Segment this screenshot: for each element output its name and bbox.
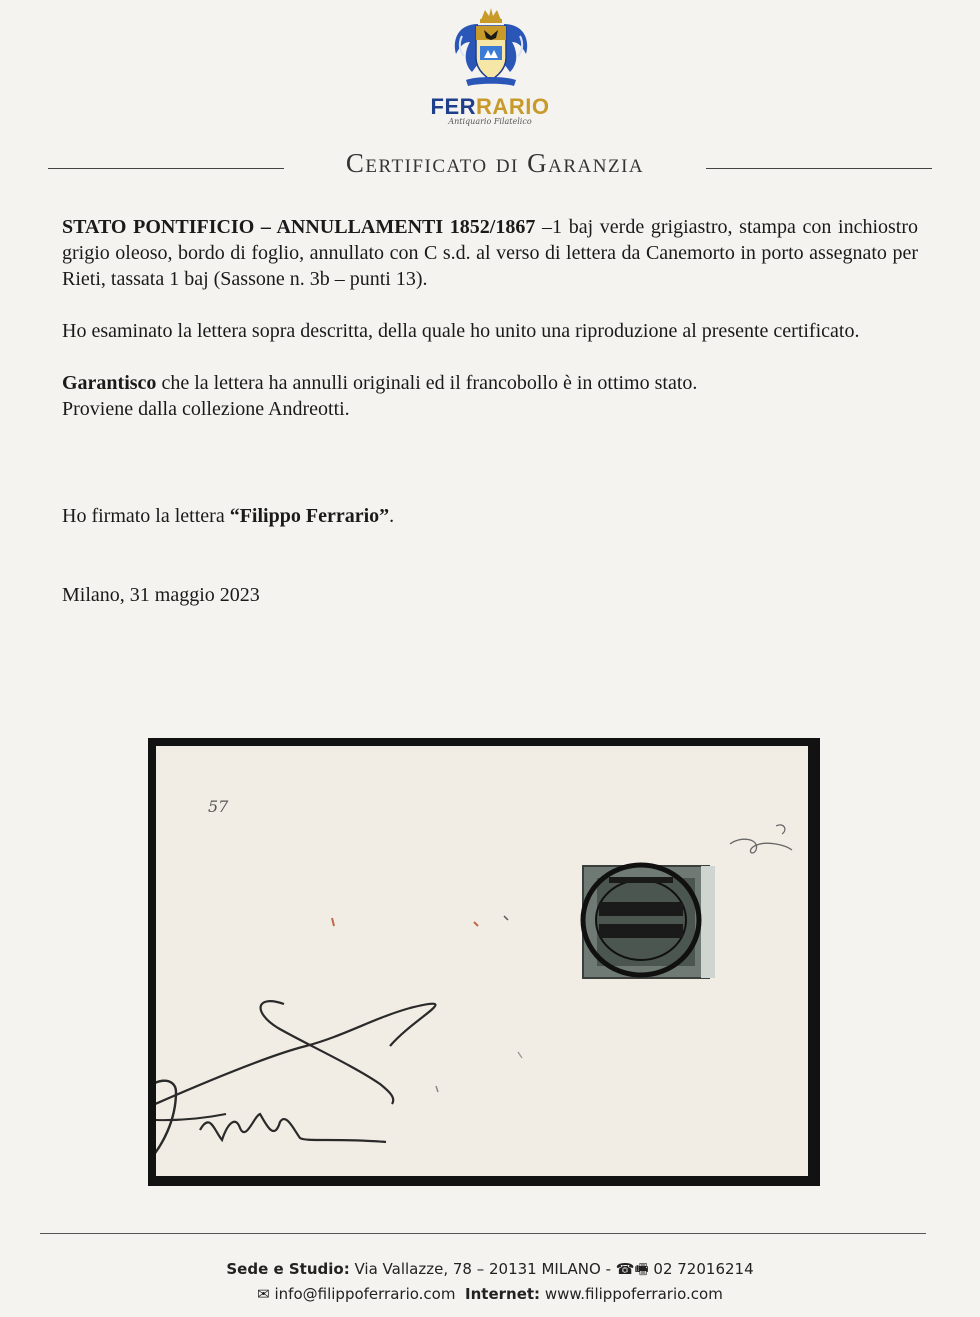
- letter-photo: [156, 746, 808, 1176]
- envelope-icon: ✉: [257, 1285, 270, 1303]
- footer-contact-line: [0, 1285, 980, 1303]
- website-link[interactable]: www.filippoferrario.com: [540, 1285, 723, 1303]
- letter-markings: [156, 746, 808, 1176]
- title-rule-left: [48, 168, 284, 169]
- footer-rule: [40, 1233, 926, 1234]
- signature-statement: [62, 505, 394, 528]
- small-signature: [730, 839, 792, 853]
- signature-statement-end: .: [389, 505, 395, 527]
- signature-statement-text: Ho firmato la lettera: [62, 505, 230, 527]
- certificate-body: [62, 214, 918, 422]
- letter-photo-frame: [148, 738, 820, 1186]
- description-lead: STATO PONTIFICIO – ANNULLAMENTI 1852/1867: [62, 216, 536, 238]
- title-row: [48, 148, 932, 182]
- phone-fax-icon: ☎🖷: [615, 1260, 649, 1278]
- document-title: Certificato di Garanzia: [345, 148, 645, 178]
- address-text: Via Vallazze, 78 – 20131 MILANO -: [349, 1260, 616, 1278]
- email-link[interactable]: info@filippoferrario.com: [269, 1285, 456, 1303]
- phone-number: 02 72016214: [648, 1260, 754, 1278]
- description-text: –1 baj verde grigiastro, stampa con inchiostro grigio oleoso, bordo di foglio, annullato con C s.d. al verso di lettera da Canemorto in porto assegnato per Rieti, tassata 1 baj (Sassone n. 3b – punti 13).: [62, 216, 919, 290]
- examination-paragraph: Ho esaminato la lettera sopra descritta, della quale ho unito una riproduzione al presente certificato.: [62, 320, 860, 342]
- description-paragraph: [62, 214, 918, 292]
- coat-of-arms-logo: [448, 6, 534, 94]
- guarantee-lead: Garantisco: [62, 372, 157, 394]
- pencil-note: 57: [208, 797, 229, 816]
- guarantee-text: che la lettera ha annulli originali ed il francobollo è in ottimo stato.: [156, 372, 698, 394]
- brand-name-part2: RARIO: [476, 94, 550, 119]
- address-label: Sede e Studio:: [226, 1260, 350, 1278]
- title-rule-right: [706, 168, 932, 169]
- footer-address-line: [0, 1259, 980, 1284]
- provenance-text: Proviene dalla collezione Andreotti.: [62, 398, 350, 420]
- header: [0, 0, 980, 140]
- guarantee-paragraph: [62, 370, 918, 422]
- internet-label: Internet:: [465, 1285, 541, 1303]
- postage-stamp: [583, 865, 715, 978]
- brand-tagline: Antiquario Filatelico: [448, 117, 532, 126]
- signature-name: “Filippo Ferrario”: [229, 505, 390, 527]
- place-date: Milano, 31 maggio 2023: [62, 584, 260, 606]
- brand-name-part1: FER: [430, 94, 477, 119]
